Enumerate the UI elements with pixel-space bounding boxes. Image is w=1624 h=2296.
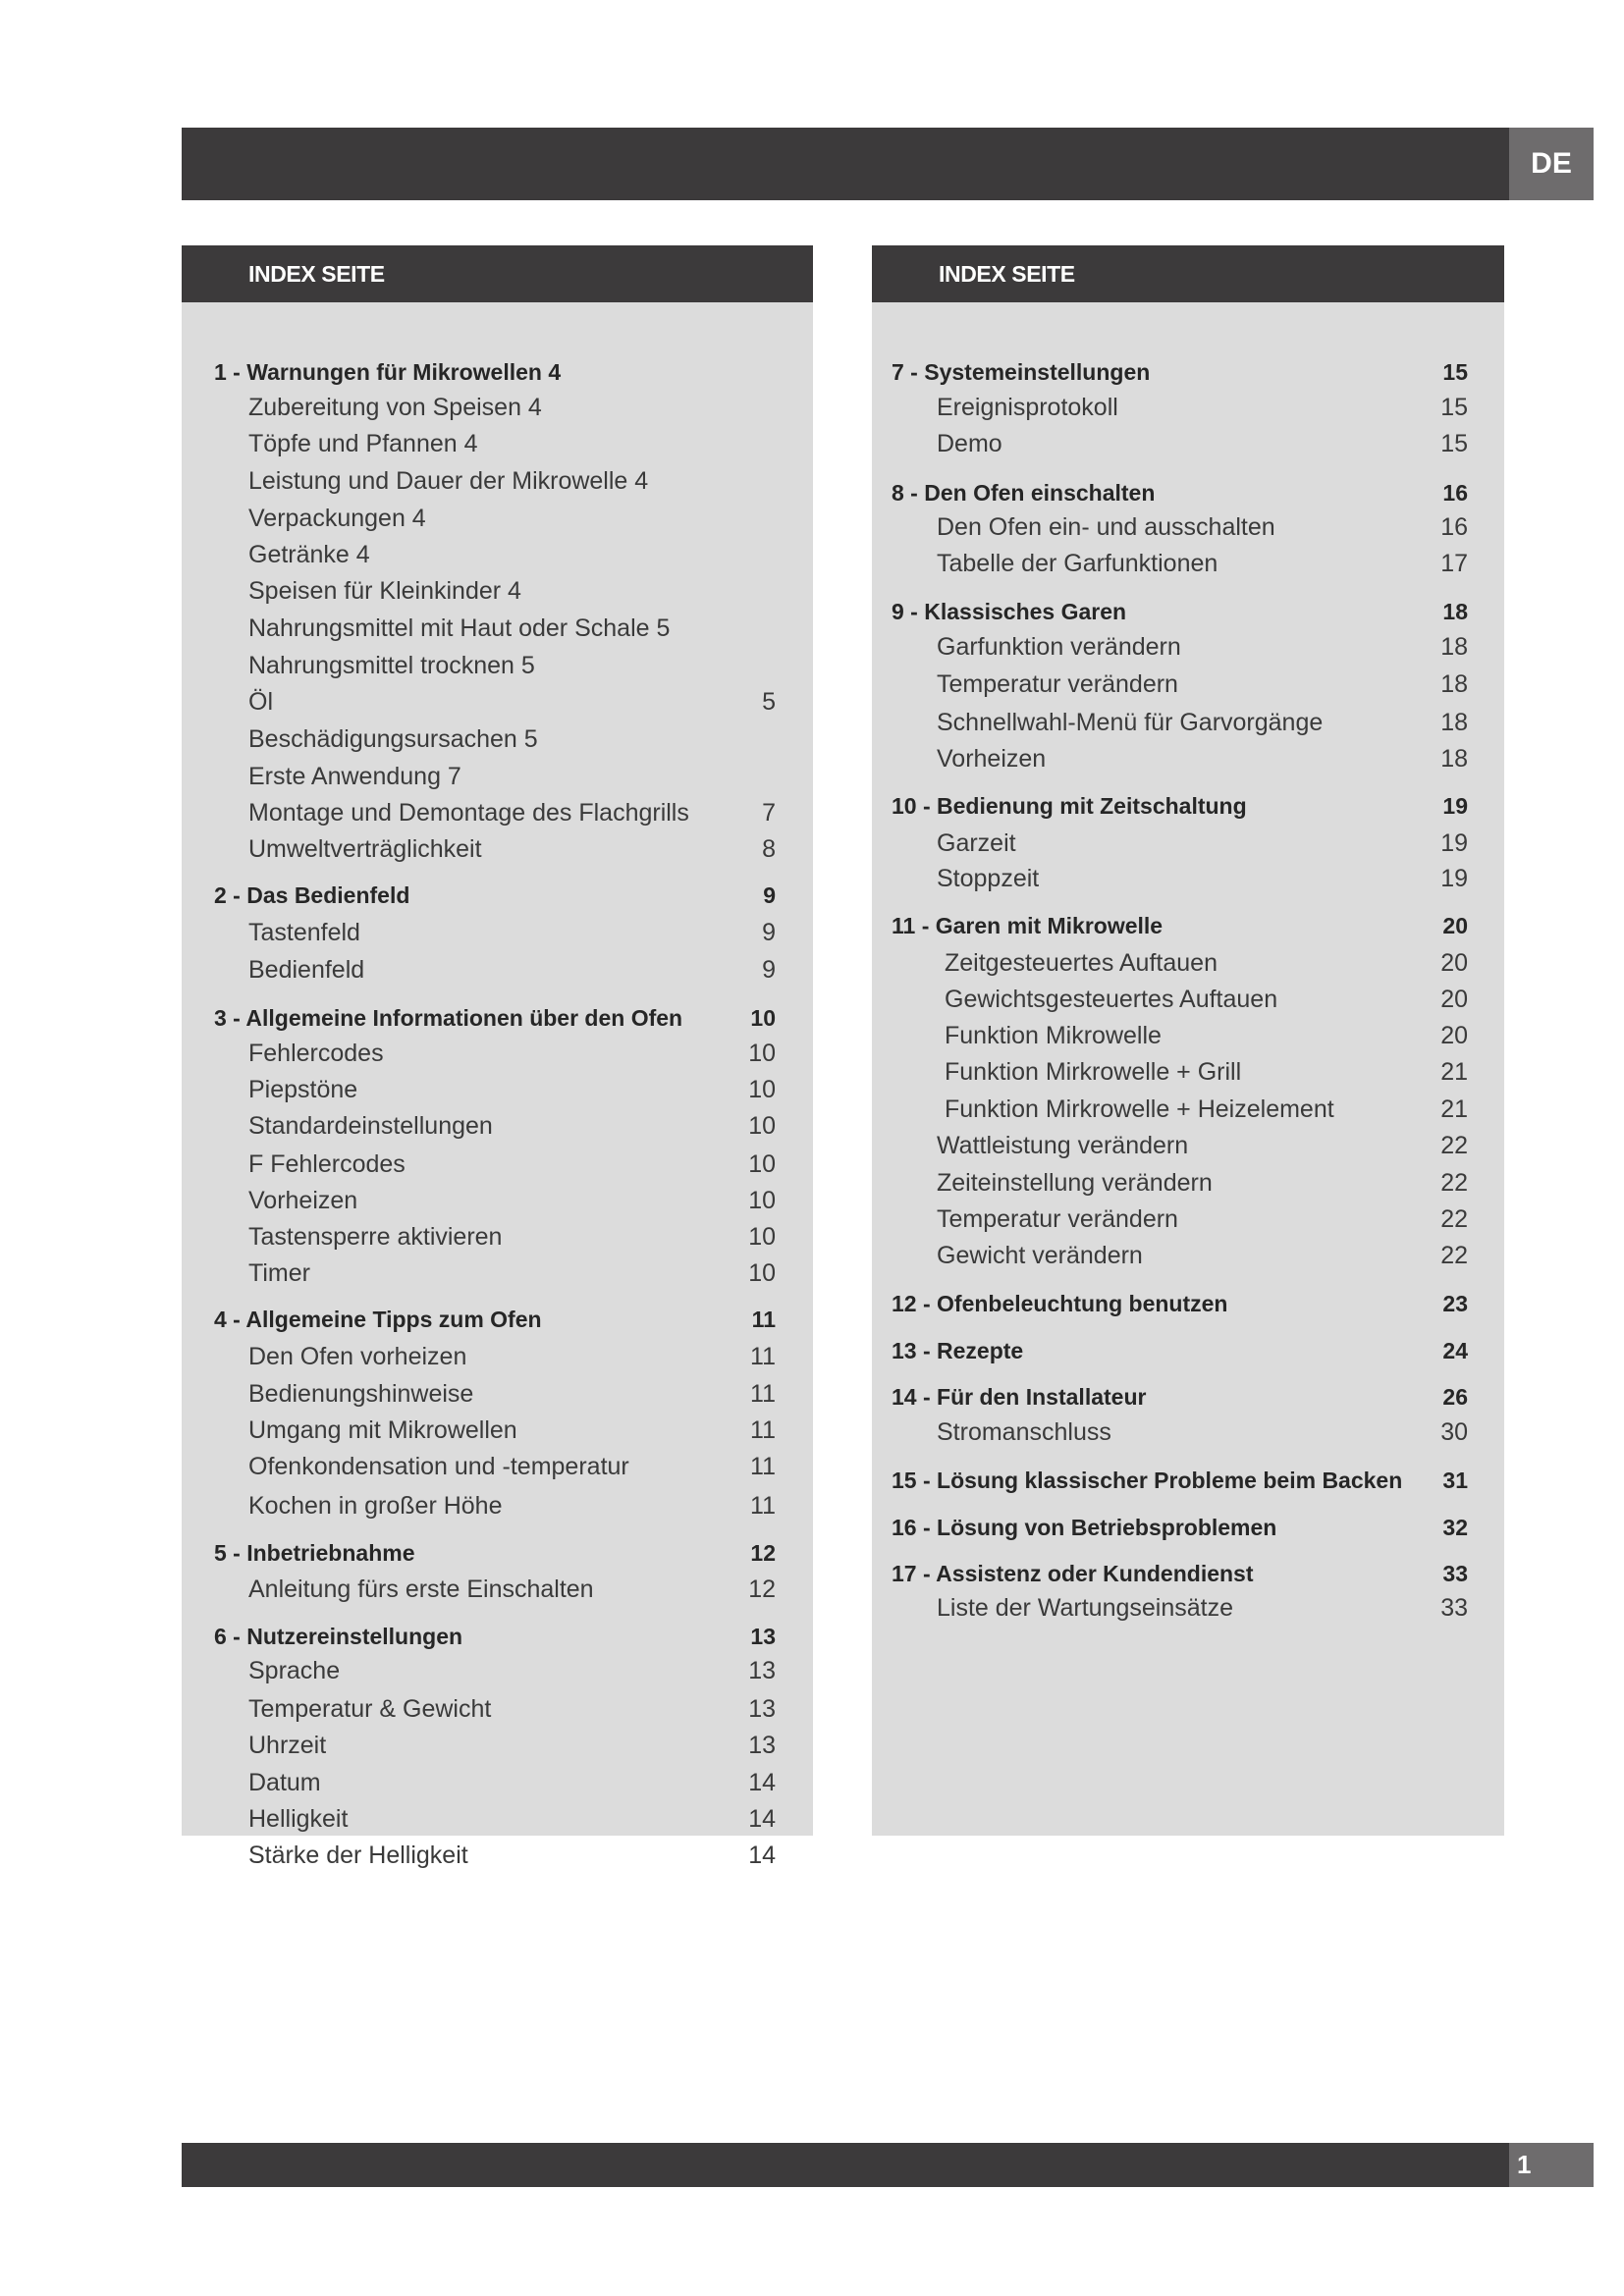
entry-label: Speisen für Kleinkinder 4 xyxy=(248,577,521,605)
entry-page-number: 12 xyxy=(748,1575,776,1603)
top-bar xyxy=(182,128,1509,200)
entry-page-number: 26 xyxy=(1442,1384,1468,1410)
entry-label: 8 - Den Ofen einschalten xyxy=(892,480,1156,506)
entry-page-number: 22 xyxy=(1440,1242,1468,1269)
entry-label: Funktion Mirkrowelle + Grill xyxy=(945,1058,1242,1086)
page-number: 1 xyxy=(1509,2143,1594,2187)
entry-page-number: 18 xyxy=(1442,599,1468,624)
entry-label: Bedienfeld xyxy=(248,956,365,984)
entry-page-number: 18 xyxy=(1440,670,1468,698)
entry-page-number: 20 xyxy=(1442,913,1468,938)
entry-page-number: 10 xyxy=(748,1223,776,1251)
entry-label: Gewichtsgesteuertes Auftauen xyxy=(945,986,1278,1013)
entry-page-number: 22 xyxy=(1440,1169,1468,1197)
entry-page-number: 22 xyxy=(1440,1205,1468,1233)
entry-label: Helligkeit xyxy=(248,1805,349,1833)
entry-label: 6 - Nutzereinstellungen xyxy=(214,1624,463,1649)
entry-page-number: 7 xyxy=(762,799,776,827)
entry-label: 15 - Lösung klassischer Probleme beim Backen xyxy=(892,1468,1403,1493)
entry-page-number: 10 xyxy=(748,1187,776,1214)
entry-label: 5 - Inbetriebnahme xyxy=(214,1540,415,1566)
entry-label: Zubereitung von Speisen 4 xyxy=(248,394,542,421)
entry-label: Öl xyxy=(248,688,273,716)
entry-label: 2 - Das Bedienfeld xyxy=(214,882,410,908)
entry-label: Den Ofen vorheizen xyxy=(248,1343,467,1370)
entry-label: Stromanschluss xyxy=(937,1418,1111,1446)
entry-page-number: 22 xyxy=(1440,1132,1468,1159)
entry-label: Nahrungsmittel trocknen 5 xyxy=(248,652,535,679)
bottom-bar xyxy=(182,2143,1509,2187)
entry-label: Zeiteinstellung verändern xyxy=(937,1169,1213,1197)
entry-label: Nahrungsmittel mit Haut oder Schale 5 xyxy=(248,614,671,642)
entry-page-number: 31 xyxy=(1442,1468,1468,1493)
entry-label: Beschädigungsursachen 5 xyxy=(248,725,538,753)
entry-label: Schnellwahl-Menü für Garvorgänge xyxy=(937,709,1324,736)
entry-page-number: 14 xyxy=(748,1769,776,1796)
entry-page-number: 9 xyxy=(763,882,776,908)
entry-label: Vorheizen xyxy=(248,1187,358,1214)
entry-label: 17 - Assistenz oder Kundendienst xyxy=(892,1561,1254,1586)
entry-page-number: 11 xyxy=(750,1416,776,1444)
entry-label: Tastensperre aktivieren xyxy=(248,1223,503,1251)
entry-label: Verpackungen 4 xyxy=(248,505,426,532)
entry-label: Zeitgesteuertes Auftauen xyxy=(945,949,1218,977)
entry-page-number: 12 xyxy=(750,1540,776,1566)
entry-page-number: 33 xyxy=(1440,1594,1468,1622)
entry-page-number: 13 xyxy=(748,1695,776,1723)
entry-page-number: 32 xyxy=(1442,1515,1468,1540)
entry-label: Stärke der Helligkeit xyxy=(248,1842,468,1869)
entry-page-number: 10 xyxy=(748,1076,776,1103)
entry-label: 12 - Ofenbeleuchtung benutzen xyxy=(892,1291,1228,1316)
entry-label: Ereignisprotokoll xyxy=(937,394,1118,421)
entry-page-number: 10 xyxy=(748,1040,776,1067)
entry-label: 1 - Warnungen für Mikrowellen 4 xyxy=(214,359,562,385)
entry-page-number: 30 xyxy=(1440,1418,1468,1446)
entry-label: Anleitung fürs erste Einschalten xyxy=(248,1575,594,1603)
entry-label: Bedienungshinweise xyxy=(248,1380,474,1408)
entry-label: Piepstöne xyxy=(248,1076,358,1103)
entry-label: Wattleistung verändern xyxy=(937,1132,1189,1159)
entry-label: Tastenfeld xyxy=(248,919,360,946)
entry-label: Demo xyxy=(937,430,1002,457)
entry-label: Den Ofen ein- und ausschalten xyxy=(937,513,1275,541)
entry-page-number: 13 xyxy=(748,1732,776,1759)
entry-page-number: 16 xyxy=(1442,480,1468,506)
entry-label: Uhrzeit xyxy=(248,1732,327,1759)
entry-label: Garzeit xyxy=(937,829,1016,857)
entry-label: Datum xyxy=(248,1769,321,1796)
entry-label: Kochen in großer Höhe xyxy=(248,1492,503,1520)
entry-page-number: 14 xyxy=(748,1842,776,1869)
entry-label: Funktion Mirkrowelle + Heizelement xyxy=(945,1095,1334,1123)
entry-label: Temperatur & Gewicht xyxy=(248,1695,492,1723)
entry-page-number: 15 xyxy=(1440,394,1468,421)
entry-label: 14 - Für den Installateur xyxy=(892,1384,1147,1410)
entry-page-number: 23 xyxy=(1442,1291,1468,1316)
entry-label: Garfunktion verändern xyxy=(937,633,1181,661)
entry-label: Timer xyxy=(248,1259,310,1287)
entry-label: Töpfe und Pfannen 4 xyxy=(248,430,478,457)
index-panel-right xyxy=(872,245,1504,1836)
entry-label: 7 - Systemeinstellungen xyxy=(892,359,1151,385)
entry-page-number: 15 xyxy=(1440,430,1468,457)
entry-label: Umweltverträglichkeit xyxy=(248,835,482,863)
entry-page-number: 14 xyxy=(748,1805,776,1833)
entry-label: Funktion Mikrowelle xyxy=(945,1022,1162,1049)
entry-page-number: 15 xyxy=(1442,359,1468,385)
entry-label: Temperatur verändern xyxy=(937,670,1178,698)
entry-label: Gewicht verändern xyxy=(937,1242,1143,1269)
entry-label: F Fehlercodes xyxy=(248,1150,406,1178)
entry-page-number: 19 xyxy=(1442,793,1468,819)
entry-page-number: 5 xyxy=(762,688,776,716)
entry-page-number: 10 xyxy=(748,1112,776,1140)
entry-page-number: 18 xyxy=(1440,633,1468,661)
index-header-left: INDEX SEITE xyxy=(182,245,813,302)
entry-label: Standardeinstellungen xyxy=(248,1112,493,1140)
entry-page-number: 11 xyxy=(751,1307,776,1332)
entry-page-number: 11 xyxy=(750,1380,776,1408)
entry-page-number: 33 xyxy=(1442,1561,1468,1586)
entry-label: Liste der Wartungseinsätze xyxy=(937,1594,1234,1622)
entry-label: Umgang mit Mikrowellen xyxy=(248,1416,517,1444)
entry-label: Tabelle der Garfunktionen xyxy=(937,550,1218,577)
entry-page-number: 9 xyxy=(762,956,776,984)
entry-label: 10 - Bedienung mit Zeitschaltung xyxy=(892,793,1247,819)
entry-page-number: 17 xyxy=(1440,550,1468,577)
entry-label: Sprache xyxy=(248,1657,341,1684)
entry-page-number: 21 xyxy=(1440,1095,1468,1123)
entry-page-number: 10 xyxy=(748,1259,776,1287)
index-panel-left xyxy=(182,245,813,1869)
language-badge: DE xyxy=(1509,128,1594,200)
entry-page-number: 24 xyxy=(1442,1338,1468,1363)
entry-page-number: 11 xyxy=(750,1343,776,1370)
entry-page-number: 10 xyxy=(748,1150,776,1178)
entry-label: 16 - Lösung von Betriebsproblemen xyxy=(892,1515,1277,1540)
entry-label: Stoppzeit xyxy=(937,865,1040,892)
entry-label: Temperatur verändern xyxy=(937,1205,1178,1233)
entry-label: 13 - Rezepte xyxy=(892,1338,1024,1363)
entry-page-number: 11 xyxy=(750,1492,776,1520)
entry-label: Leistung und Dauer der Mikrowelle 4 xyxy=(248,467,649,495)
entry-label: 9 - Klassisches Garen xyxy=(892,599,1127,624)
entry-label: 11 - Garen mit Mikrowelle xyxy=(892,913,1164,938)
entry-label: 3 - Allgemeine Informationen über den Ofen xyxy=(214,1005,683,1031)
entry-page-number: 18 xyxy=(1440,745,1468,773)
entry-label: Fehlercodes xyxy=(248,1040,384,1067)
entry-page-number: 19 xyxy=(1440,865,1468,892)
entry-page-number: 20 xyxy=(1440,986,1468,1013)
entry-page-number: 11 xyxy=(750,1453,776,1480)
entry-page-number: 20 xyxy=(1440,949,1468,977)
entry-page-number: 19 xyxy=(1440,829,1468,857)
entry-page-number: 20 xyxy=(1440,1022,1468,1049)
entry-label: Ofenkondensation und -temperatur xyxy=(248,1453,629,1480)
entry-page-number: 21 xyxy=(1440,1058,1468,1086)
entry-label: Getränke 4 xyxy=(248,541,370,568)
entry-label: Montage und Demontage des Flachgrills xyxy=(248,799,689,827)
entry-label: Vorheizen xyxy=(937,745,1047,773)
entry-page-number: 8 xyxy=(762,835,776,863)
index-header-right: INDEX SEITE xyxy=(872,245,1504,302)
entry-page-number: 16 xyxy=(1440,513,1468,541)
entry-page-number: 9 xyxy=(762,919,776,946)
entry-page-number: 13 xyxy=(748,1657,776,1684)
entry-label: 4 - Allgemeine Tipps zum Ofen xyxy=(214,1307,542,1332)
entry-page-number: 13 xyxy=(750,1624,776,1649)
entry-label: Erste Anwendung 7 xyxy=(248,763,461,790)
entry-page-number: 18 xyxy=(1440,709,1468,736)
entry-page-number: 10 xyxy=(750,1005,776,1031)
